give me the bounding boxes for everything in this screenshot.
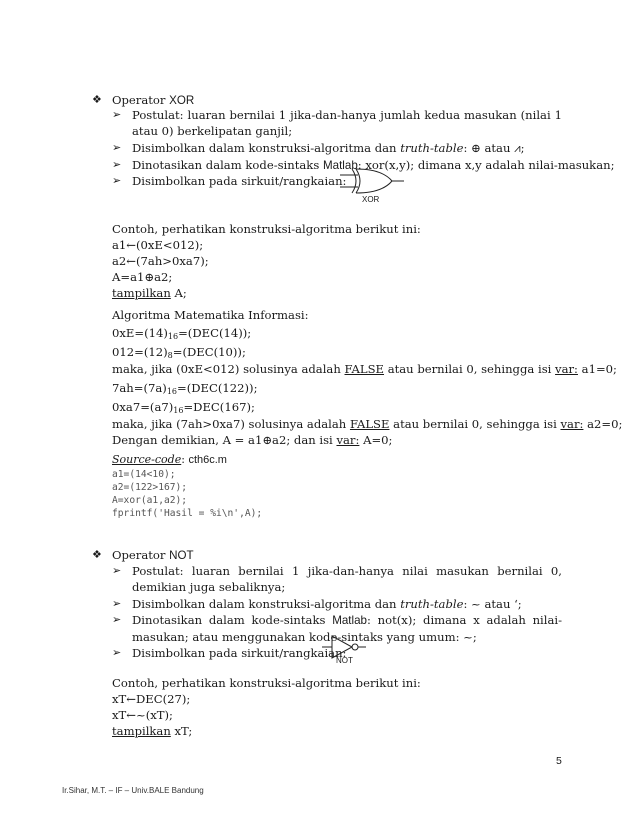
not-heading: Operator NOT <box>112 548 194 562</box>
diamond-bullet-icon: ❖ <box>92 93 102 106</box>
not-code-line: xT←DEC(27); <box>112 692 191 706</box>
xor-matlab-line: Dinotasikan dalam kode-sintaks Matlab: xor(x,y); dimana x,y adalah nilai-masukan; <box>132 158 615 172</box>
xor-code-line: A=a1⊕a2; <box>112 270 173 284</box>
xor-postulat: Postulat: luaran bernilai 1 jika-dan-hanya jumlah kedua masukan (nilai 1 atau 0) berkelipatan ganjil; <box>132 108 562 138</box>
source-code-line: A=xor(a1,a2); <box>112 495 188 506</box>
math-line: Dengan demikian, A = a1⊕a2; dan isi var: A=0; <box>112 433 393 447</box>
not-symbol-line: Disimbolkan dalam konstruksi-algoritma dan truth-table: ~ atau ‘; <box>132 597 522 611</box>
math-line: maka, jika (0xE<012) solusinya adalah FALSE atau bernilai 0, sehingga isi var: a1=0; <box>112 362 617 376</box>
arrow-bullet-icon: ➢ <box>112 158 122 171</box>
math-line: $012=(12)_8=(DEC(10))$; <box>112 345 246 360</box>
source-code-line: a1=(14<10); <box>112 469 176 480</box>
arrow-bullet-icon: ➢ <box>112 141 122 154</box>
not-matlab-line: Dinotasikan dalam kode-sintaks Matlab: not(x); dimana x adalah nilai-masukan; atau menggunakan kode-sintaks yang umum: ~; <box>132 613 562 644</box>
math-line: $7ah=(7a)_{16}=(DEC(122))$; <box>112 381 258 396</box>
arrow-bullet-icon: ➢ <box>112 564 122 577</box>
not-gate-label: NOT <box>336 656 353 665</box>
source-code-label: Source-code: cth6c.m <box>112 453 227 466</box>
xor-code-line: a1←(0xE<012); <box>112 238 204 252</box>
diamond-bullet-icon: ❖ <box>92 548 102 561</box>
arrow-bullet-icon: ➢ <box>112 108 122 121</box>
not-tampilkan-line: tampilkan xT; <box>112 724 193 738</box>
xor-circuit-line: Disimbolkan pada sirkuit/rangkaian: <box>132 174 347 188</box>
not-postulat: Postulat: luaran bernilai 1 jika-dan-hanya nilai masukan bernilai 0, demikian juga sebaliknya; <box>132 564 562 594</box>
xor-tampilkan-line: tampilkan A; <box>112 286 187 300</box>
xor-gate-label: XOR <box>362 195 380 204</box>
xor-heading: Operator XOR <box>112 93 195 107</box>
not-circuit-line: Disimbolkan pada sirkuit/rangkaian: <box>132 646 347 660</box>
not-example-intro: Contoh, perhatikan konstruksi-algoritma berikut ini: <box>112 676 421 690</box>
xor-symbol-line: Disimbolkan dalam konstruksi-algoritma dan truth-table: ⊕ atau ⩘; <box>132 141 525 155</box>
arrow-bullet-icon: ➢ <box>112 597 122 610</box>
math-line: $0xE=(14)_{16}=(DEC(14))$; <box>112 326 252 341</box>
page-number: 5 <box>556 755 562 767</box>
xor-example-intro: Contoh, perhatikan konstruksi-algoritma berikut ini: <box>112 222 421 236</box>
source-code-line: a2=(122>167); <box>112 482 188 493</box>
math-line: $0xa7=(a7)_{16}=DEC(167)$; <box>112 400 255 415</box>
footer-author: Ir.Sihar, M.T. – IF – Univ.BALE Bandung <box>62 786 204 795</box>
source-code-line: fprintf('Hasil = %i\n',A); <box>112 508 263 519</box>
arrow-bullet-icon: ➢ <box>112 613 122 626</box>
arrow-bullet-icon: ➢ <box>112 646 122 659</box>
not-code-line: xT←~(xT); <box>112 708 173 722</box>
xor-code-line: a2←(7ah>0xa7); <box>112 254 209 268</box>
math-line: maka, jika (7ah>0xa7) solusinya adalah FALSE atau bernilai 0, sehingga isi var: a2=0; <box>112 417 623 431</box>
arrow-bullet-icon: ➢ <box>112 174 122 187</box>
math-title: Algoritma Matematika Informasi: <box>112 308 309 322</box>
